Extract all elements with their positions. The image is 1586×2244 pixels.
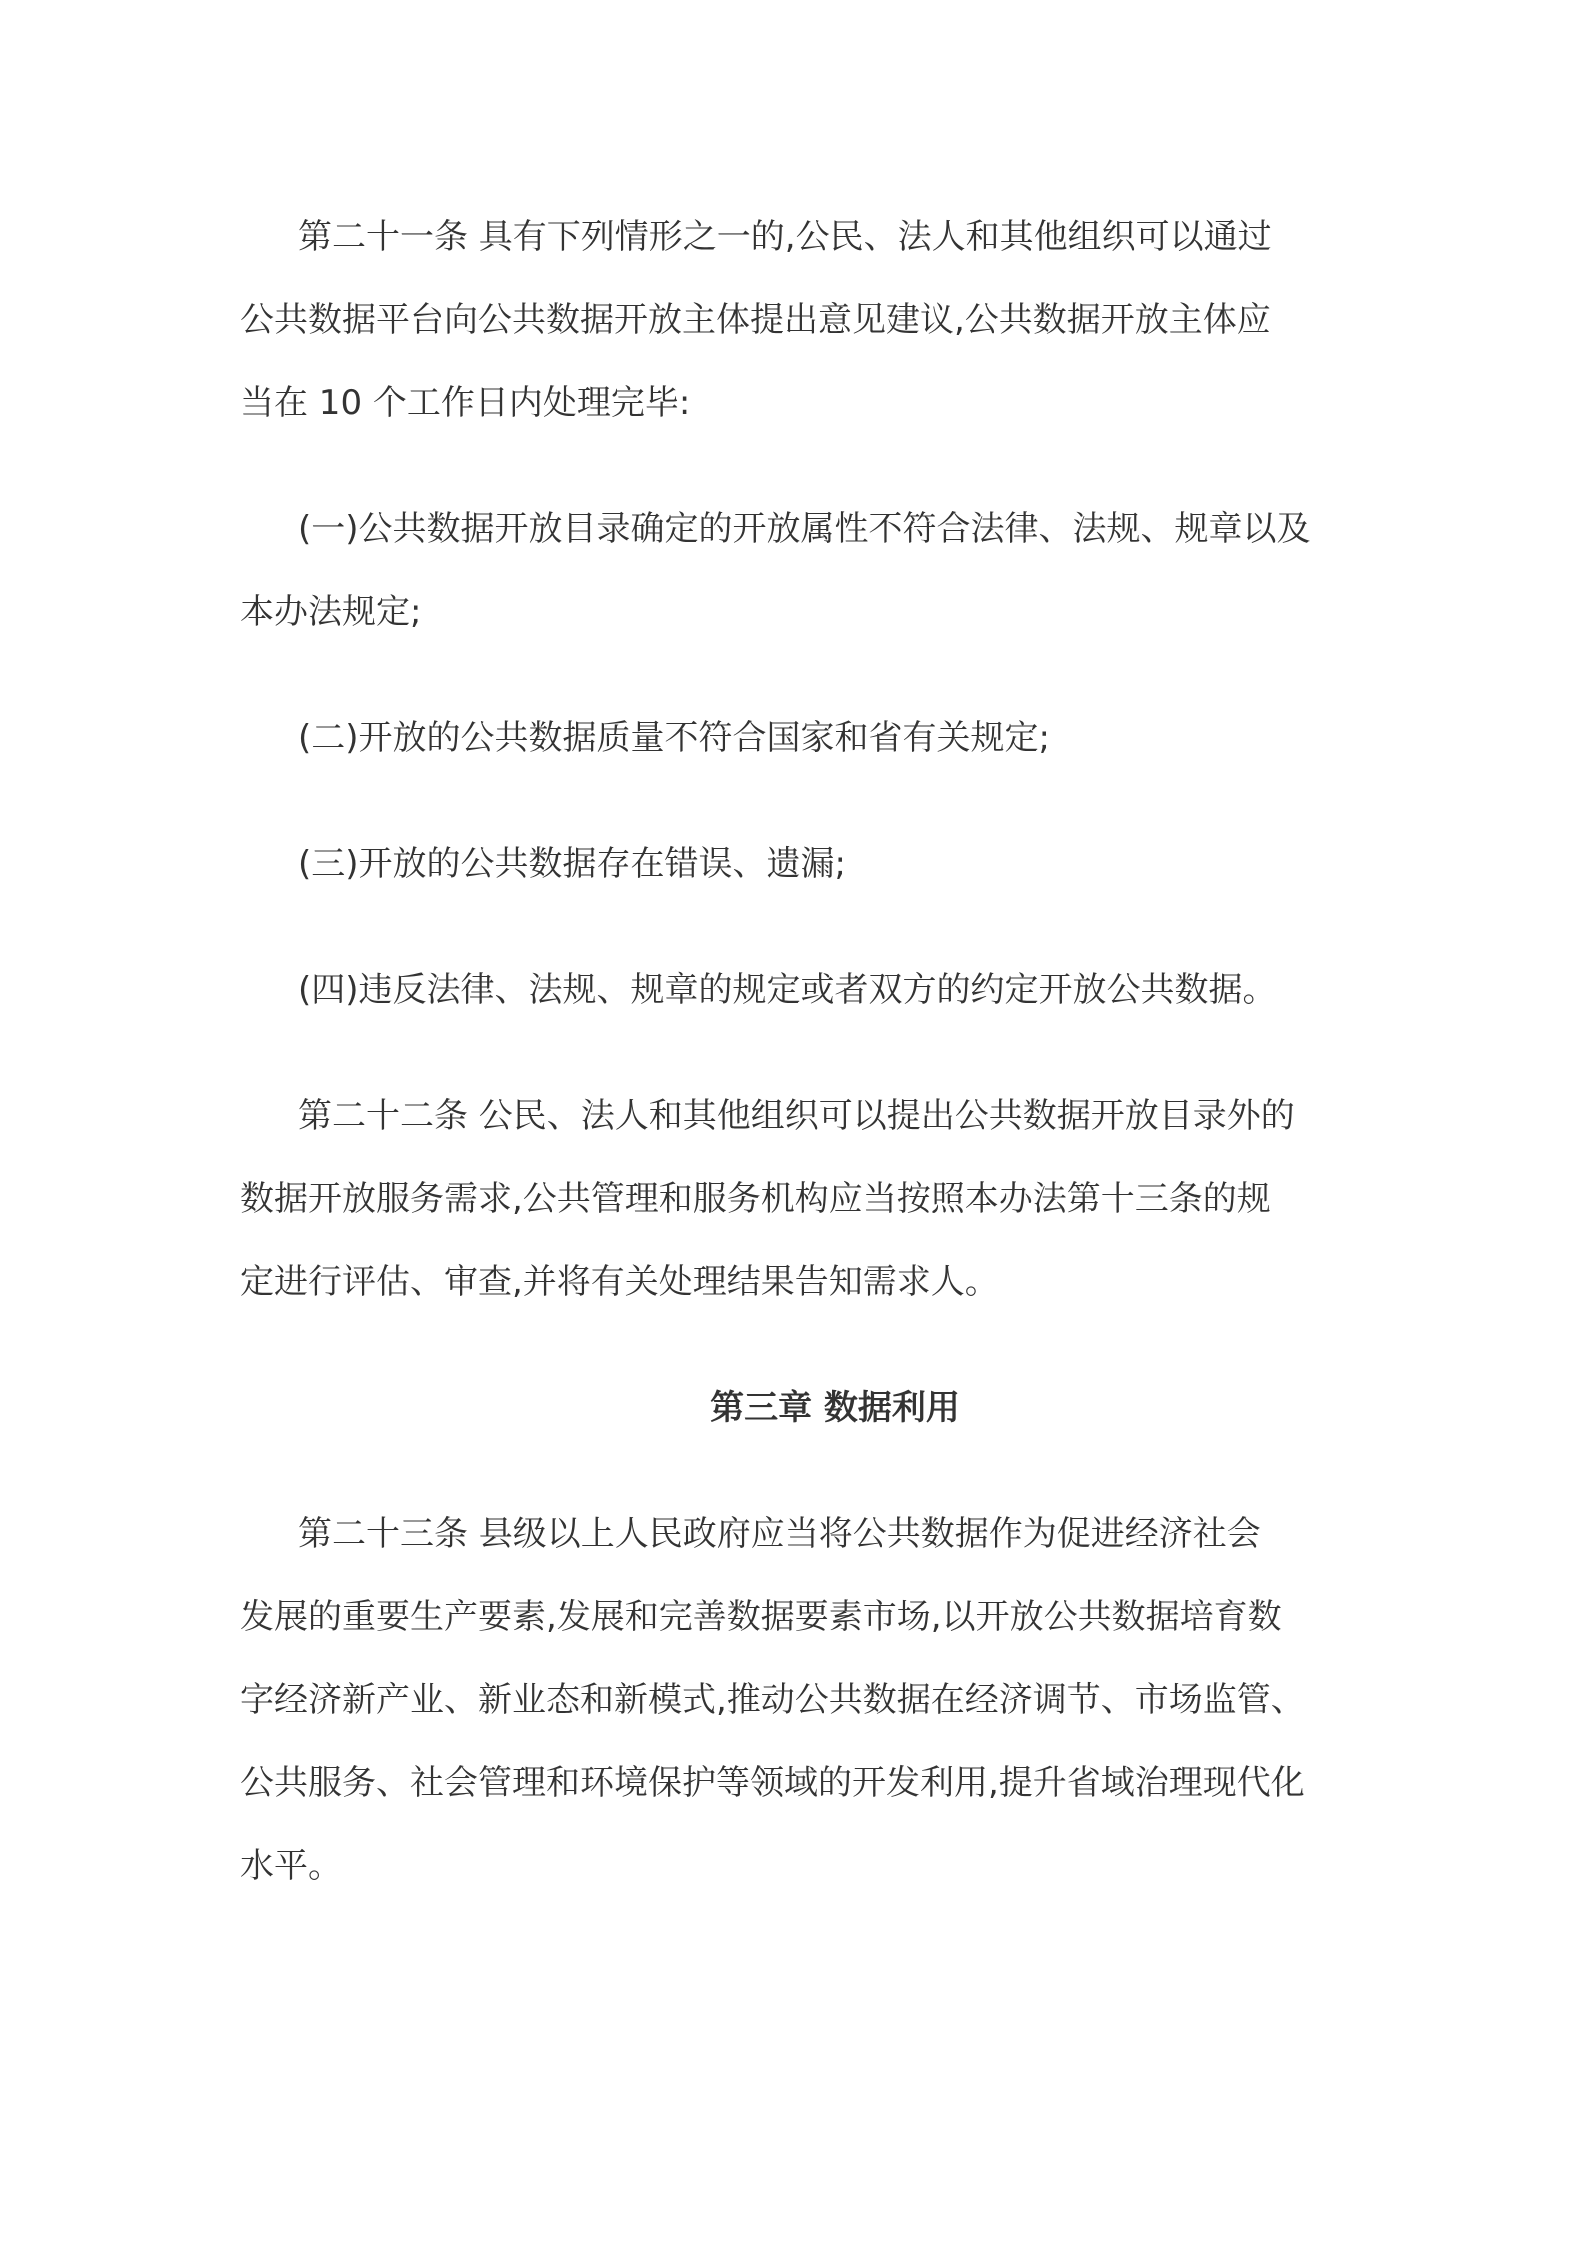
paragraph [240,1075,1370,1324]
paragraph [240,823,1370,906]
text-line: (一)公共数据开放目录确定的开放属性不符合法律、法规、规章以及 [298,509,1311,549]
text-line: 第二十二条 公民、法人和其他组织可以提出公共数据开放目录外的 [298,1096,1295,1136]
text-line: (二)开放的公共数据质量不符合国家和省有关规定; [298,718,1050,758]
text-line: 第二十三条 县级以上人民政府应当将公共数据作为促进经济社会 [298,1514,1261,1554]
paragraph [240,196,1370,445]
text-line: (三)开放的公共数据存在错误、遗漏; [298,844,846,884]
text-line: 字经济新产业、新业态和新模式,推动公共数据在经济调节、市场监管、 [240,1680,1305,1720]
chapter-heading: 第三章 数据利用 [710,1388,960,1428]
text-line: 公共服务、社会管理和环境保护等领域的开发利用,提升省域治理现代化 [240,1763,1305,1803]
text-line: 发展的重要生产要素,发展和完善数据要素市场,以开放公共数据培育数 [240,1597,1282,1637]
paragraph [240,488,1370,654]
text-line: 定进行评估、审查,并将有关处理结果告知需求人。 [240,1262,999,1302]
document-body [240,196,1370,1951]
text-line: 水平。 [240,1846,342,1886]
text-line: 数据开放服务需求,公共管理和服务机构应当按照本办法第十三条的规 [240,1179,1271,1219]
text-line: 公共数据平台向公共数据开放主体提出意见建议,公共数据开放主体应 [240,300,1271,340]
paragraph [240,949,1370,1032]
paragraph [240,1493,1370,1908]
paragraph [240,697,1370,780]
text-line: 第二十一条 具有下列情形之一的,公民、法人和其他组织可以通过 [298,217,1272,257]
text-line: (四)违反法律、法规、规章的规定或者双方的约定开放公共数据。 [298,970,1277,1010]
text-line: 本办法规定; [240,592,422,632]
text-line: 当在 10 个工作日内处理完毕: [240,383,691,423]
